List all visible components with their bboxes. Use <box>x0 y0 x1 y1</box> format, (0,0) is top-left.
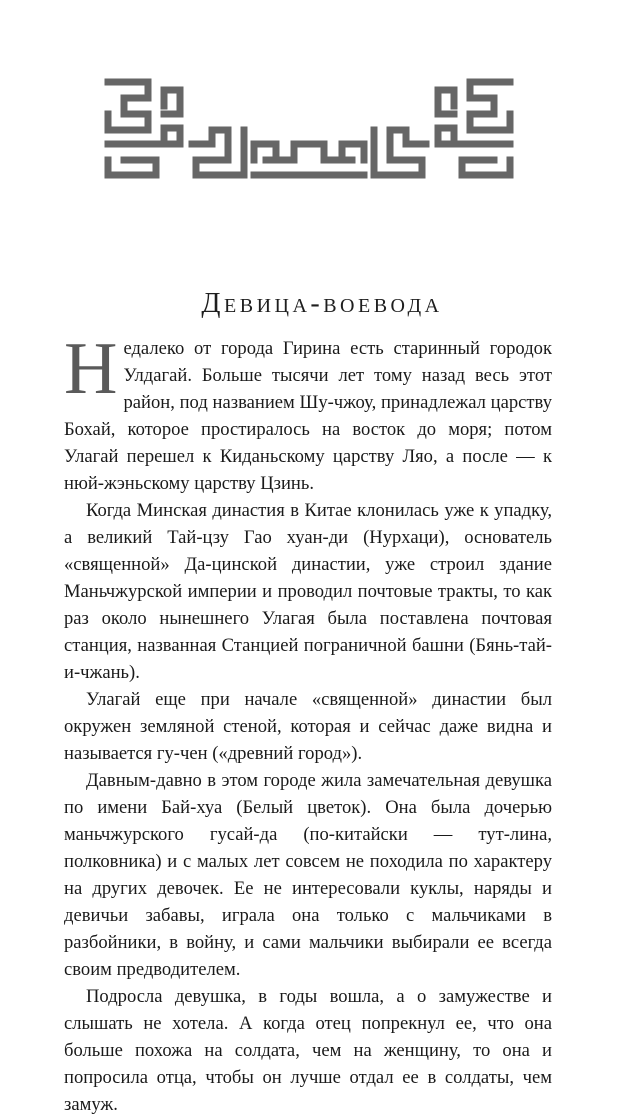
paragraph-3: Улагай еще при начале «священной» династии был окружен земляной стеной, которая и сейчас даже видна и называется гу-чен («древний город»). <box>64 689 552 764</box>
paragraph-5: Подросла девушка, в годы вошла, а о замужестве и слышать не хотела. А когда отец попрекнул ее, что она больше похожа на солдата, чем на женщину, то она и попросила отца, чтобы он лучше отдал ее в солдаты, чем замуж. <box>64 986 552 1115</box>
paragraph-1-text: едалеко от города Гирина есть старинный городок Улдагай. Больше тысячи лет тому назад весь этот район, под названием Шу-чжоу, принадлежал царству Бохай, которое простиралось на восток до моря; потом Улагай перешел к Киданьскому царству Ляо, а после — к нюй-жэньскому царству Цзинь. <box>64 338 552 494</box>
chinese-fret-ornament-icon <box>104 78 514 179</box>
paragraph-2: Когда Минская династия в Китае клонилась уже к упадку, а великий Тай-цзу Гао хуан-ди (Нурхаци), основатель «священной» Да-цинской династии, уже строил здание Маньчжурской империи и проводил почтовые тракты, то как раз около нынешнего Улагая была поставлена почтовая станция, названная Станцией пограничной башни (Бянь-тай-и-чжань). <box>64 500 552 683</box>
paragraph-4: Давным-давно в этом городе жила замечательная девушка по имени Бай-хуа (Белый цветок). Она была дочерью маньчжурского гусай-да (по-китайски — тут-лина, полковника) и с малых лет совсем не походила по характеру на других девочек. Ее не интересовали куклы, наряды и девичьи забавы, играла она только с мальчиками в разбойники, в войну, и сами мальчики выбирали ее всегда своим предводителем. <box>64 770 552 980</box>
chapter-title: Девица-воевода <box>201 288 443 319</box>
drop-cap: Н <box>64 328 118 410</box>
paragraph-1 <box>64 328 552 497</box>
chapter-body <box>64 328 552 1118</box>
